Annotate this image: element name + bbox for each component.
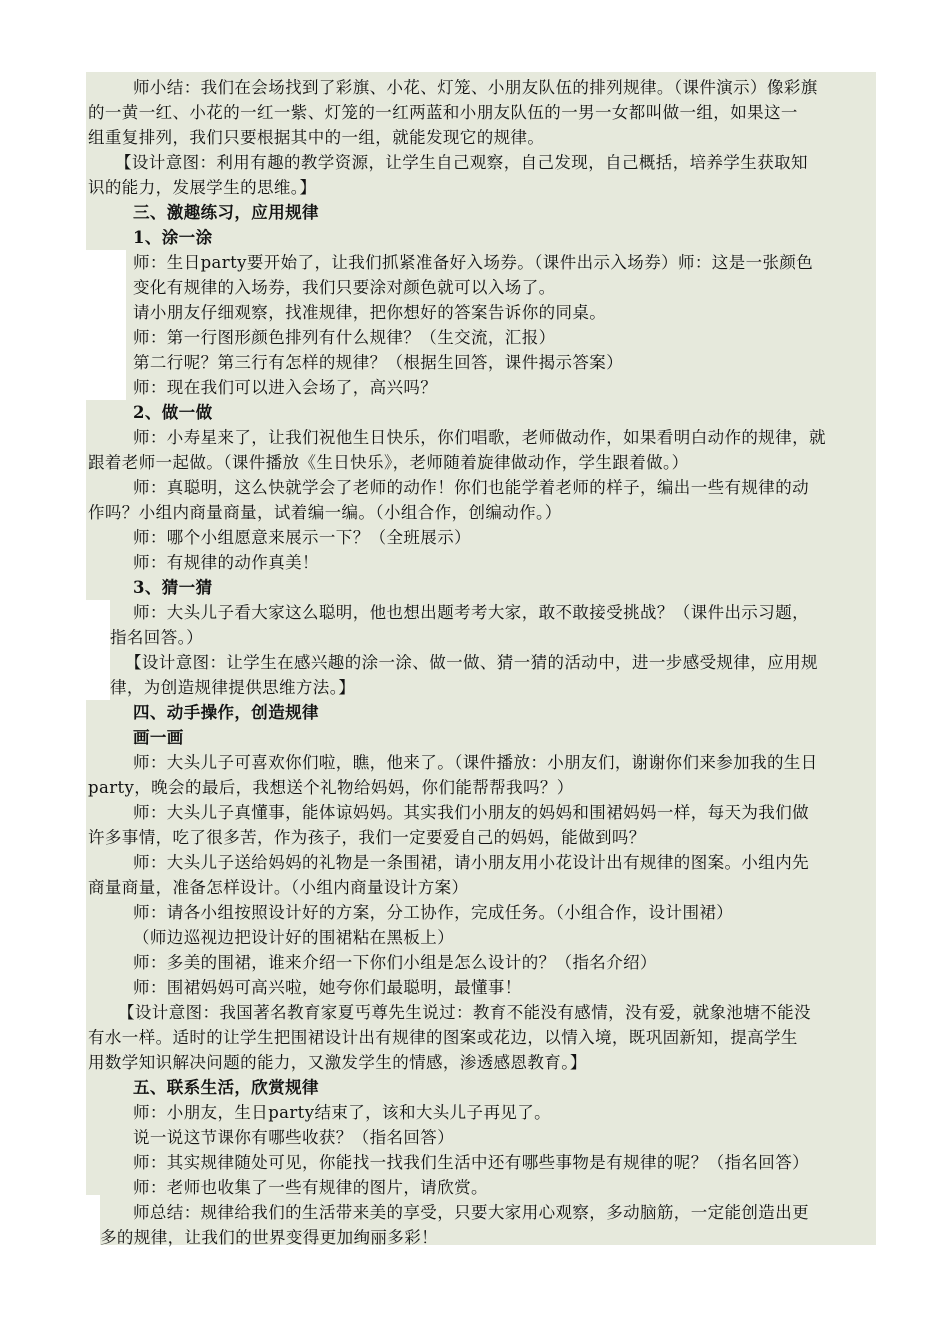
paragraph-line: 的一黄一红、小花的一红一紫、灯笼的一红两蓝和小朋友队伍的一男一女都叫做一组，如果这一	[88, 103, 798, 122]
section-heading: 五、联系生活，欣赏规律	[133, 1078, 319, 1097]
paragraph-line: 师：大头儿子送给妈妈的礼物是一条围裙，请小朋友用小花设计出有规律的图案。小组内先	[133, 853, 809, 872]
paragraph-line: 师：大头儿子真懂事，能体谅妈妈。其实我们小朋友的妈妈和围裙妈妈一样，每天为我们做	[133, 803, 809, 822]
paragraph-line: 师：老师也收集了一些有规律的图片，请欣赏。	[133, 1178, 488, 1197]
subsection-heading: 画一画	[133, 728, 184, 747]
design-intent-note: 有水一样。适时的让学生把围裙设计出有规律的图案或花边，以情入境，既巩固新知，提高学生	[88, 1028, 798, 1047]
paragraph-line: 许多事情，吃了很多苦，作为孩子，我们一定要爱自己的妈妈，能做到吗？	[88, 828, 646, 847]
paragraph-line: 师总结：规律给我们的生活带来美的享受，只要大家用心观察，多动脑筋，一定能创造出更	[133, 1203, 809, 1222]
design-intent-note: 【设计意图：利用有趣的教学资源，让学生自己观察，自己发现，自己概括，培养学生获取知	[115, 153, 808, 172]
paragraph-line: 师：围裙妈妈可高兴啦，她夸你们最聪明，最懂事！	[133, 978, 522, 997]
paragraph-line: 商量商量，准备怎样设计。（小组内商量设计方案）	[88, 878, 469, 897]
section-heading: 三、激趣练习，应用规律	[133, 203, 319, 222]
paragraph-line: 师：请各小组按照设计好的方案，分工协作，完成任务。（小组合作，设计围裙）	[133, 903, 734, 922]
design-intent-note: 识的能力，发展学生的思维。】	[88, 178, 317, 197]
paragraph-line: 指名回答。）	[110, 628, 204, 647]
design-intent-note: 【设计意图：我国著名教育家夏丐尊先生说过：教育不能没有感情，没有爱，就象池塘不能没	[118, 1003, 811, 1022]
paragraph-line: 师：小朋友，生日party结束了，该和大头儿子再见了。	[133, 1103, 552, 1122]
paragraph-line: 跟着老师一起做。（课件播放《生日快乐》，老师随着旋律做动作，学生跟着做。）	[88, 453, 689, 472]
subsection-heading: 2、做一做	[133, 403, 213, 422]
paragraph-line: 师：真聪明，这么快就学会了老师的动作！你们也能学着老师的样子，编出一些有规律的动	[133, 478, 809, 497]
paragraph-line: 师：第一行图形颜色排列有什么规律？（生交流，汇报）	[133, 328, 556, 347]
paragraph-line: 说一说这节课你有哪些收获？（指名回答）	[133, 1128, 455, 1147]
paragraph-line: 师：大头儿子可喜欢你们啦，瞧，他来了。（课件播放：小朋友们，谢谢你们来参加我的生日	[133, 753, 818, 772]
paragraph-line: 师：生日party要开始了，让我们抓紧准备好入场券。（课件出示入场券）师：这是一张颜色	[133, 253, 814, 272]
paragraph-line: party，晚会的最后，我想送个礼物给妈妈，你们能帮帮我吗？）	[88, 778, 574, 797]
paragraph-line: 变化有规律的入场券，我们只要涂对颜色就可以入场了。	[133, 278, 556, 297]
paragraph-line: 组重复排列，我们只要根据其中的一组，就能发现它的规律。	[88, 128, 545, 147]
paragraph-line: 第二行呢？第三行有怎样的规律？（根据生回答，课件揭示答案）	[133, 353, 624, 372]
section-heading: 四、动手操作，创造规律	[133, 703, 319, 722]
paragraph-line: 师：有规律的动作真美！	[133, 553, 319, 572]
design-intent-note: 【设计意图：让学生在感兴趣的涂一涂、做一做、猜一猜的活动中，进一步感受规律，应用规	[125, 653, 818, 672]
subsection-heading: 3、猜一猜	[133, 578, 213, 597]
paragraph-line: 师：现在我们可以进入会场了，高兴吗？	[133, 378, 438, 397]
subsection-heading: 1、涂一涂	[133, 228, 213, 247]
paragraph-line: 作吗？小组内商量商量，试着编一编。（小组合作，创编动作。）	[88, 503, 562, 522]
paragraph-line: 多的规律，让我们的世界变得更加绚丽多彩！	[100, 1228, 438, 1247]
paragraph-line: 师：大头儿子看大家这么聪明，他也想出题考考大家，敢不敢接受挑战？（课件出示习题，	[133, 603, 809, 622]
paragraph-line: （师边巡视边把设计好的围裙粘在黑板上）	[133, 928, 455, 947]
paragraph-line: 师：其实规律随处可见，你能找一找我们生活中还有哪些事物是有规律的呢？（指名回答）	[133, 1153, 809, 1172]
paragraph-line: 师：哪个小组愿意来展示一下？（全班展示）	[133, 528, 471, 547]
paragraph-line: 师小结：我们在会场找到了彩旗、小花、灯笼、小朋友队伍的排列规律。（课件演示）像彩旗	[133, 78, 818, 97]
paragraph-line: 师：小寿星来了，让我们祝他生日快乐，你们唱歌，老师做动作，如果看明白动作的规律，就	[133, 428, 826, 447]
design-intent-note: 用数学知识解决问题的能力，又激发学生的情感，渗透感恩教育。】	[88, 1053, 587, 1072]
design-intent-note: 律，为创造规律提供思维方法。】	[110, 678, 356, 697]
paragraph-line: 请小朋友仔细观察，找准规律，把你想好的答案告诉你的同桌。	[133, 303, 607, 322]
paragraph-line: 师：多美的围裙，谁来介绍一下你们小组是怎么设计的？（指名介绍）	[133, 953, 657, 972]
